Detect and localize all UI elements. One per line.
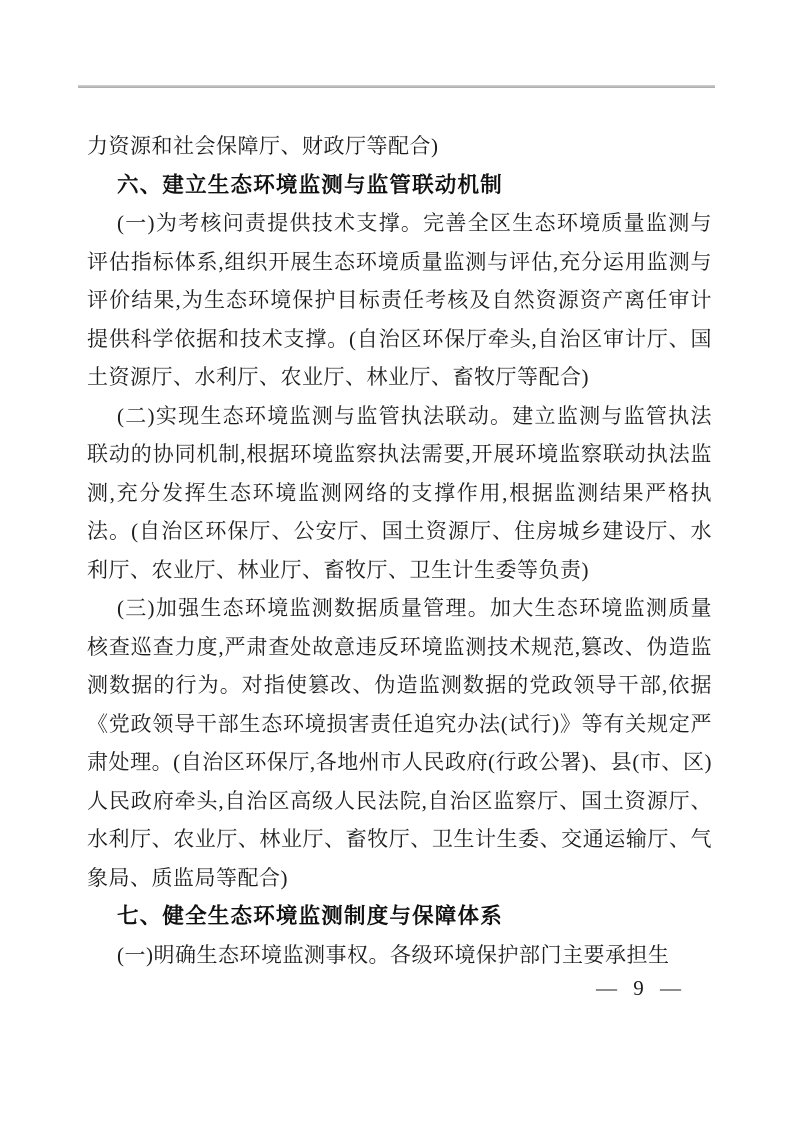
- paragraph-lead: (一)明确生态环境监测事权。: [117, 942, 390, 967]
- paragraph-six-3: [87, 589, 712, 897]
- paragraph-text: 建立监测与监管执法联动的协同机制,根据环境监察执法需要,开展环境监察联动执法监测,充分发挥生态环境监测网络的支撑作用,根据监测结果严格执法。(自治区环保厅、公安厅、国土资源厅、住房城乡建设厅、水利厅、农业厅、林业厅、畜牧厅、卫生计生委等负责): [87, 403, 712, 582]
- paragraph-continuation: 力资源和社会保障厅、财政厅等配合): [87, 134, 439, 158]
- document-body: [87, 127, 712, 974]
- paragraph-seven-1: [87, 936, 712, 975]
- paragraph-text: 完善全区生态环境质量监测与评估指标体系,组织开展生态环境质量监测与评估,充分运用监测与评价结果,为生态环境保护目标责任考核及自然资源资产离任审计提供科学依据和技术支撑。(自治区环保厅牵头,自治区审计厅、国土资源厅、水利厅、农业厅、林业厅、畜牧厅等配合): [87, 211, 712, 389]
- paragraph-six-2: [87, 397, 712, 590]
- section-heading-six: 六、建立生态环境监测与监管联动机制: [117, 172, 503, 197]
- paragraph-text: 加大生态环境监测质量核查巡查力度,严肃查处故意违反环境监测技术规范,篡改、伪造监测数据的行为。对指使篡改、伪造监测数据的党政领导干部,依据《党政领导干部生态环境损害责任追究办法(试行)》等有关规定严肃处理。(自治区环保厅,各地州市人民政府(行政公署)、县(市、区)人民政府牵头,自治区高级人民法院,自治区监察厅、国土资源厅、水利厅、农业厅、林业厅、畜牧厅、卫生计生委、交通运输厅、气象局、质监局等配合): [87, 596, 712, 890]
- section-heading-seven: 七、健全生态环境监测制度与保障体系: [117, 904, 503, 928]
- paragraph-six-1: [87, 204, 712, 397]
- paragraph-lead: (三)加强生态环境监测数据质量管理。: [117, 596, 490, 620]
- paragraph-lead: (一)为考核问责提供技术支撑。: [117, 211, 424, 235]
- header-rule: [78, 85, 715, 88]
- paragraph-text: 各级环境保护部门主要承担生: [390, 942, 670, 967]
- paragraph-lead: (二)实现生态环境监测与监管执法联动。: [117, 403, 513, 428]
- page-number: — 9 —: [596, 976, 682, 1000]
